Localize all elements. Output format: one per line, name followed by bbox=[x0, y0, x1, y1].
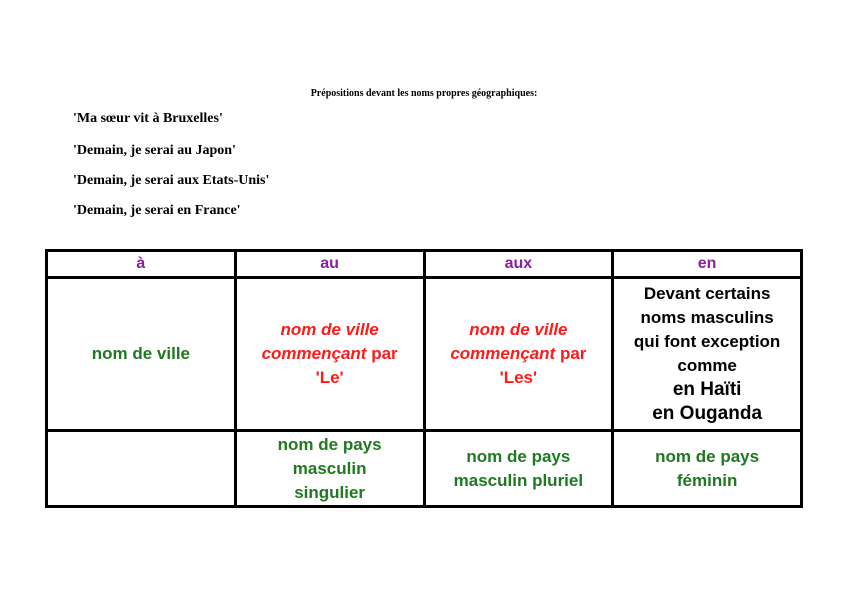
cell-aux-pays bbox=[424, 431, 613, 507]
cell-en-exception bbox=[613, 278, 802, 431]
header-a: à bbox=[47, 251, 236, 278]
cell-au-pays-line2: masculin bbox=[292, 458, 367, 478]
cell-au-plain: par bbox=[371, 344, 398, 363]
header-au: au bbox=[235, 251, 424, 278]
cell-aux-plain: par bbox=[559, 344, 587, 363]
cell-en-pays-line2: féminin bbox=[676, 470, 738, 490]
cell-en-line3: qui font exception bbox=[633, 332, 781, 351]
example-sentence-3: 'Demain, je serai aux Etats-Unis' bbox=[73, 173, 270, 188]
prepositions-table bbox=[45, 249, 803, 508]
table-row bbox=[47, 278, 802, 431]
cell-aux-italic: nom de ville commençant bbox=[450, 320, 568, 363]
cell-au-quote: 'Le' bbox=[315, 368, 344, 387]
cell-au-ville bbox=[235, 278, 424, 431]
cell-en-pays-line1: nom de pays bbox=[655, 446, 760, 466]
cell-a-ville: nom de ville bbox=[47, 278, 236, 431]
cell-en-line4: comme bbox=[677, 356, 737, 375]
cell-en-example-2: en Ouganda bbox=[652, 403, 763, 424]
example-sentence-4: 'Demain, je serai en France' bbox=[73, 203, 241, 218]
example-sentence-1: 'Ma sœur vit à Bruxelles' bbox=[73, 111, 223, 126]
cell-au-pays-line3: singulier bbox=[294, 482, 366, 502]
cell-aux-ville bbox=[424, 278, 613, 431]
cell-en-pays bbox=[613, 431, 802, 507]
cell-a-empty bbox=[47, 431, 236, 507]
cell-en-line2: noms masculins bbox=[640, 308, 774, 327]
cell-au-pays-line1: nom de pays bbox=[277, 434, 382, 454]
cell-aux-pays-line1: nom de pays bbox=[466, 446, 571, 466]
header-en: en bbox=[613, 251, 802, 278]
cell-au-italic: nom de ville commençant bbox=[261, 320, 379, 363]
header-aux: aux bbox=[424, 251, 613, 278]
example-sentence-2: 'Demain, je serai au Japon' bbox=[73, 143, 236, 158]
cell-aux-quote: 'Les' bbox=[499, 368, 538, 387]
table-header-row bbox=[47, 251, 802, 278]
page-heading: Prépositions devant les noms propres géographiques: bbox=[310, 88, 538, 99]
cell-aux-pays-line2: masculin pluriel bbox=[453, 470, 584, 490]
table-row bbox=[47, 431, 802, 507]
cell-au-pays bbox=[235, 431, 424, 507]
cell-en-line1: Devant certains bbox=[643, 284, 771, 303]
cell-en-example-1: en Haïti bbox=[672, 379, 742, 400]
